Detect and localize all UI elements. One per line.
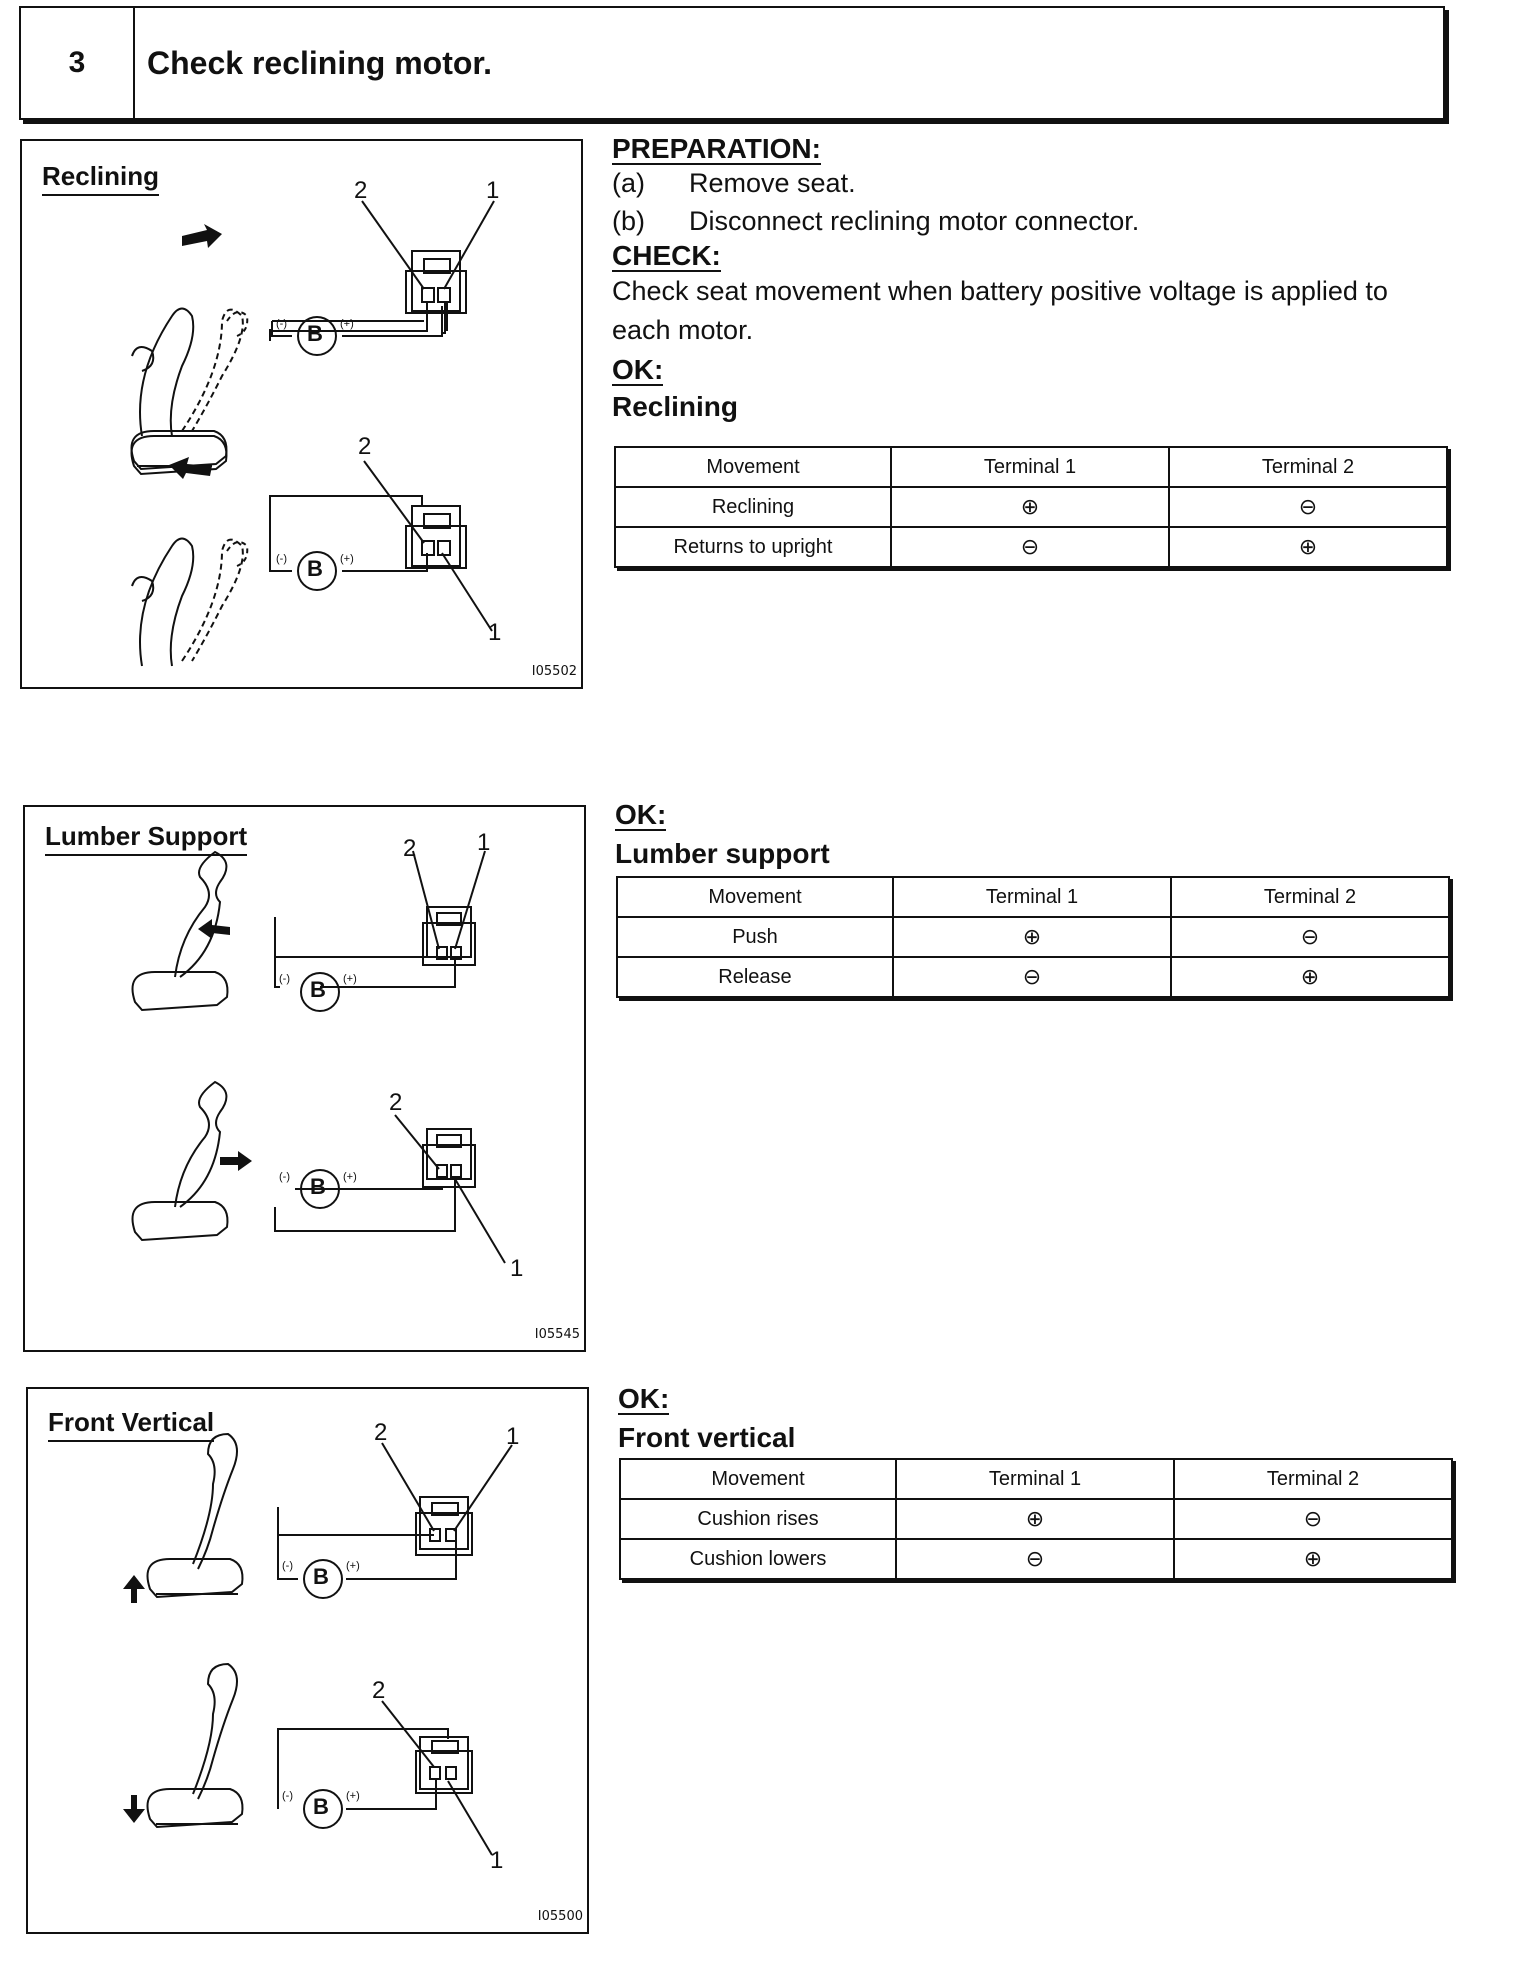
battery-pos: (+) bbox=[343, 973, 357, 985]
prep-item-label: (b) bbox=[612, 206, 645, 237]
ok-subtitle: Reclining bbox=[612, 391, 739, 423]
table-row bbox=[620, 1539, 1452, 1579]
battery-pos: (+) bbox=[340, 318, 354, 330]
ok-subtitle: Lumber support bbox=[615, 838, 830, 870]
table-header-row bbox=[617, 877, 1449, 917]
ok-table-front-vertical bbox=[619, 1458, 1453, 1580]
terminal-2-label: 2 bbox=[374, 1419, 388, 1446]
battery-label-lower: B bbox=[307, 556, 323, 581]
battery-label-lower: B bbox=[313, 1794, 329, 1819]
battery-label: B bbox=[313, 1564, 329, 1589]
terminal-2-label: 2 bbox=[403, 835, 417, 862]
battery-pos-lower: (+) bbox=[346, 1790, 360, 1802]
ok-heading: OK: bbox=[612, 354, 664, 386]
table-cell: Push bbox=[617, 917, 893, 957]
table-cell: ⊖ bbox=[1171, 917, 1449, 957]
battery-label: B bbox=[307, 321, 323, 346]
terminal-1-label-lower: 1 bbox=[490, 1847, 504, 1874]
ok-heading: OK: bbox=[615, 799, 667, 830]
figure-id: I05545 bbox=[534, 1327, 580, 1342]
ok-subtitle: Front vertical bbox=[618, 1422, 796, 1454]
ok-lumber bbox=[615, 800, 830, 869]
reclining-diagram bbox=[22, 141, 585, 691]
figure-label: Lumber Support bbox=[45, 821, 247, 856]
battery-neg: (-) bbox=[279, 973, 290, 985]
table-cell: ⊖ bbox=[896, 1539, 1174, 1579]
table-header-row bbox=[620, 1459, 1452, 1499]
table-header: Terminal 2 bbox=[1174, 1459, 1452, 1499]
terminal-2-label: 2 bbox=[354, 177, 368, 204]
table-row bbox=[617, 917, 1449, 957]
table-cell: Reclining bbox=[615, 487, 891, 527]
battery-label-lower: B bbox=[310, 1174, 326, 1199]
figure-id: I05500 bbox=[537, 1909, 583, 1924]
lumber-support-diagram bbox=[25, 807, 588, 1354]
terminal-1-label: 1 bbox=[486, 177, 500, 204]
table-header: Terminal 1 bbox=[896, 1459, 1174, 1499]
ok-table-lumber bbox=[616, 876, 1450, 998]
prep-item-text: Disconnect reclining motor connector. bbox=[689, 206, 1140, 237]
header-shadow-bottom bbox=[23, 120, 1449, 124]
table-cell: ⊕ bbox=[1169, 527, 1447, 567]
table-cell: Release bbox=[617, 957, 893, 997]
check-text: Check seat movement when battery positive voltage is applied to each motor. bbox=[612, 276, 1388, 345]
figure-label: Reclining bbox=[42, 161, 159, 196]
table-cell: ⊖ bbox=[891, 527, 1169, 567]
terminal-1-label-lower: 1 bbox=[510, 1255, 524, 1282]
battery-neg: (-) bbox=[282, 1560, 293, 1572]
terminal-1-label: 1 bbox=[477, 829, 491, 856]
battery-neg-lower: (-) bbox=[282, 1790, 293, 1802]
terminal-1-label: 1 bbox=[506, 1423, 520, 1450]
figure-label: Front Vertical bbox=[48, 1407, 214, 1442]
table-cell: ⊖ bbox=[1174, 1499, 1452, 1539]
seat-icon bbox=[133, 972, 228, 1010]
table-header: Movement bbox=[617, 877, 893, 917]
battery-pos-lower: (+) bbox=[343, 1171, 357, 1183]
table-cell: Cushion lowers bbox=[620, 1539, 896, 1579]
battery-neg-lower: (-) bbox=[279, 1171, 290, 1183]
table-cell: Cushion rises bbox=[620, 1499, 896, 1539]
instructions bbox=[612, 134, 1452, 422]
ok-table-reclining bbox=[614, 446, 1448, 568]
seat-icon bbox=[148, 1559, 243, 1597]
table-cell: Returns to upright bbox=[615, 527, 891, 567]
figure-id: I05502 bbox=[531, 664, 577, 679]
ok-heading: OK: bbox=[618, 1383, 670, 1414]
table-header: Terminal 2 bbox=[1169, 447, 1447, 487]
terminal-2-label-lower: 2 bbox=[389, 1089, 403, 1116]
check-heading: CHECK: bbox=[612, 239, 721, 271]
figure-front-vertical bbox=[26, 1387, 589, 1934]
table-header: Terminal 1 bbox=[893, 877, 1171, 917]
table-header-row bbox=[615, 447, 1447, 487]
table-cell: ⊕ bbox=[1174, 1539, 1452, 1579]
table-cell: ⊖ bbox=[1169, 487, 1447, 527]
battery-label: B bbox=[310, 977, 326, 1002]
prep-item-label: (a) bbox=[612, 168, 645, 199]
table-row bbox=[620, 1499, 1452, 1539]
table-header: Movement bbox=[620, 1459, 896, 1499]
connector-icon bbox=[420, 1497, 468, 1549]
table-header: Movement bbox=[615, 447, 891, 487]
ok-front-vertical bbox=[618, 1384, 795, 1453]
table-row bbox=[615, 527, 1447, 567]
figure-reclining bbox=[20, 139, 583, 689]
table-cell: ⊕ bbox=[893, 917, 1171, 957]
terminal-1-label-lower: 1 bbox=[488, 619, 502, 646]
table-cell: ⊕ bbox=[896, 1499, 1174, 1539]
table-cell: ⊕ bbox=[1171, 957, 1449, 997]
battery-neg-lower: (-) bbox=[276, 553, 287, 565]
battery-neg: (-) bbox=[276, 318, 287, 330]
battery-pos-lower: (+) bbox=[340, 553, 354, 565]
terminal-2-label-lower: 2 bbox=[358, 433, 372, 460]
table-cell: ⊖ bbox=[893, 957, 1171, 997]
preparation-heading: PREPARATION: bbox=[612, 133, 821, 164]
terminal-2-label-lower: 2 bbox=[372, 1677, 386, 1704]
battery-pos: (+) bbox=[346, 1560, 360, 1572]
table-header: Terminal 1 bbox=[891, 447, 1169, 487]
step-title: Check reclining motor. bbox=[147, 44, 492, 81]
table-header: Terminal 2 bbox=[1171, 877, 1449, 917]
step-number: 3 bbox=[21, 8, 135, 118]
table-row bbox=[617, 957, 1449, 997]
prep-item bbox=[612, 165, 1452, 203]
table-row bbox=[615, 487, 1447, 527]
prep-item bbox=[612, 203, 1452, 241]
figure-lumber-support bbox=[23, 805, 586, 1352]
prep-item-text: Remove seat. bbox=[689, 168, 856, 199]
table-cell: ⊕ bbox=[891, 487, 1169, 527]
header-shadow-right bbox=[1445, 10, 1449, 122]
step-header bbox=[19, 6, 1445, 120]
front-vertical-diagram bbox=[28, 1389, 591, 1936]
